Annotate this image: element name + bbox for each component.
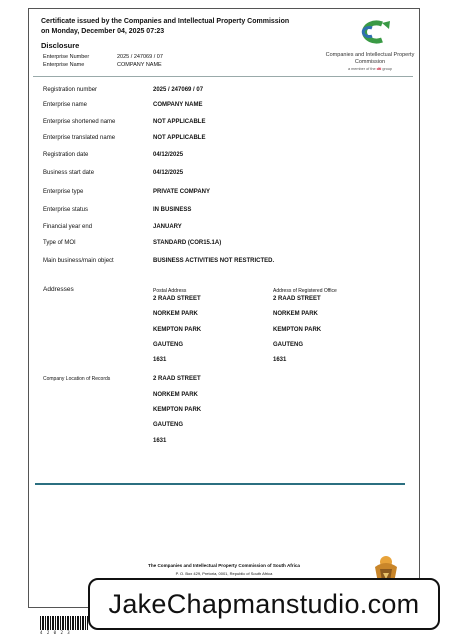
postal-address-heading: Postal Address: [153, 288, 187, 294]
addresses-section: [43, 286, 403, 298]
watermark-text: JakeChapmanstudio.com: [108, 589, 420, 619]
field-value: 04/12/2025: [153, 170, 184, 176]
field-value: STANDARD (COR15.1A): [153, 240, 222, 246]
records-address-line: 2 RAAD STREET: [153, 376, 201, 382]
field-label: Registration number: [43, 87, 98, 93]
field-label: Enterprise shortened name: [43, 119, 116, 125]
footer-line2: P. O. Box 429, Pretoria, 0001, Republic of South Africa: [175, 571, 273, 576]
registered-address-line: KEMPTON PARK: [273, 327, 322, 333]
field-label: Business start date: [43, 170, 95, 176]
field-value: COMPANY NAME: [153, 102, 203, 108]
footer-line1: The Companies and Intellectual Property Commission of South Africa: [148, 563, 300, 568]
field-row: [43, 102, 403, 114]
field-label: Registration date: [43, 152, 89, 158]
registered-address-line: 2 RAAD STREET: [273, 296, 321, 302]
header-enterprise-name-label: Enterprise Name: [43, 62, 85, 68]
cipc-logo-name: Companies and Intellectual Property Commission: [325, 52, 415, 65]
records-label: Company Location of Records: [43, 376, 111, 382]
field-label: Financial year end: [43, 224, 93, 230]
field-value: 2025 / 247069 / 07: [153, 87, 204, 93]
registered-address-heading: Address of Registered Office: [273, 288, 337, 294]
field-row: [43, 170, 403, 182]
field-row: [43, 224, 403, 236]
field-row: [43, 258, 403, 270]
field-value: IN BUSINESS: [153, 207, 192, 213]
field-value: NOT APPLICABLE: [153, 119, 206, 125]
cipc-logo-tagline: a member of the dti group: [347, 67, 393, 71]
header-enterprise-number-label: Enterprise Number: [43, 54, 90, 60]
records-address-line: KEMPTON PARK: [153, 407, 202, 413]
certificate-title: Certificate issued by the Companies and Intellectual Property Commission on Monday, December 04, 2025 07:23: [41, 18, 290, 35]
header-enterprise-number-value: 2025 / 247069 / 07: [117, 54, 163, 60]
records-section: [43, 376, 403, 388]
field-row: [43, 152, 403, 164]
barcode: [40, 616, 88, 630]
certificate-page: [28, 8, 420, 608]
field-row: [43, 240, 403, 252]
watermark-banner: [88, 578, 440, 630]
field-row: [43, 189, 403, 201]
registered-address-line: GAUTENG: [273, 342, 303, 348]
field-value: NOT APPLICABLE: [153, 135, 206, 141]
header-divider: [33, 76, 413, 77]
header-enterprise-name: [43, 62, 162, 68]
postal-address-line: 2 RAAD STREET: [153, 296, 201, 302]
field-row: [43, 87, 403, 99]
postal-address-line: GAUTENG: [153, 342, 183, 348]
field-row: [43, 135, 403, 147]
field-row: [43, 119, 403, 131]
records-address-line: NORKEM PARK: [153, 392, 198, 398]
postal-address-line: 1631: [153, 357, 167, 363]
field-label: Enterprise name: [43, 102, 88, 108]
registered-address-line: 1631: [273, 357, 287, 363]
disclosure-heading: Disclosure: [41, 41, 80, 50]
header-enterprise-name-value: COMPANY NAME: [117, 62, 162, 68]
records-address-line: 1631: [153, 438, 167, 444]
registered-address-line: NORKEM PARK: [273, 311, 318, 317]
field-label: Type of MOI: [43, 240, 76, 246]
field-value: BUSINESS ACTIVITIES NOT RESTRICTED.: [153, 258, 275, 264]
field-value: 04/12/2025: [153, 152, 184, 158]
field-label: Main business/main object: [43, 258, 114, 264]
field-value: PRIVATE COMPANY: [153, 189, 211, 195]
header-enterprise-number: [43, 54, 163, 60]
addresses-label: Addresses: [43, 286, 74, 293]
cipc-logo: [325, 19, 415, 79]
field-row: [43, 207, 403, 219]
field-label: Enterprise translated name: [43, 135, 116, 141]
cipc-logo-icon: [342, 19, 398, 45]
field-value: JANUARY: [153, 224, 182, 230]
field-label: Enterprise status: [43, 207, 89, 213]
records-address-line: GAUTENG: [153, 422, 183, 428]
field-label: Enterprise type: [43, 189, 84, 195]
footer-divider: [35, 483, 405, 485]
postal-address-line: KEMPTON PARK: [153, 327, 202, 333]
postal-address-line: NORKEM PARK: [153, 311, 198, 317]
barcode-number: 4 2 0 2 3: [40, 630, 71, 635]
